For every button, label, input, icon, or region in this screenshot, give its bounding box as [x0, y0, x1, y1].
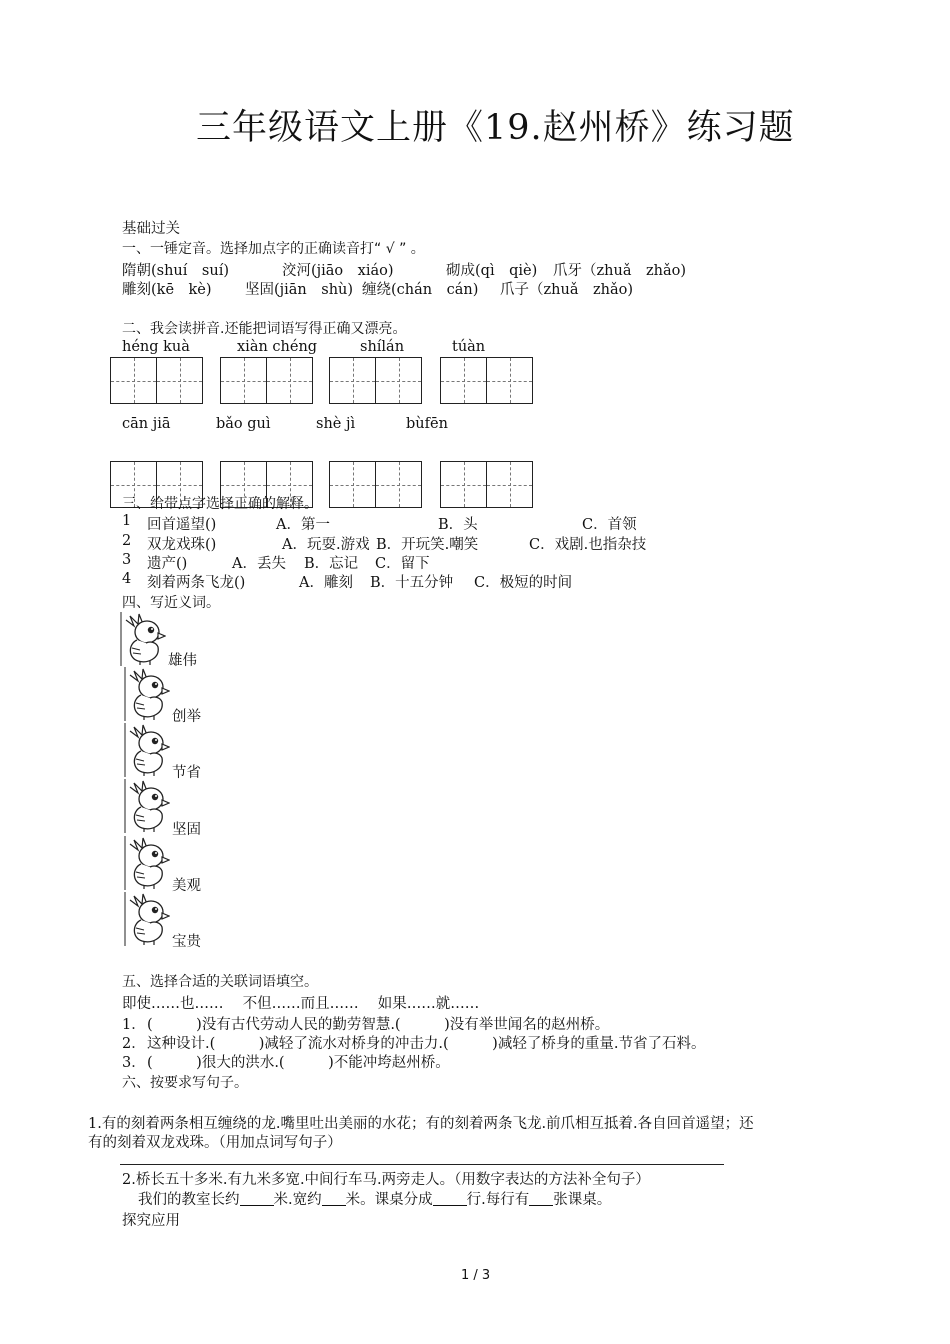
pinyin-label: héng kuà	[122, 339, 190, 355]
fill-text: 米。课桌分成	[345, 1192, 433, 1208]
synonym-word: 创举	[172, 709, 201, 725]
q1-option[interactable]: 缠绕(chán cán)	[362, 282, 479, 298]
q1-option[interactable]: 爪子（zhuǎ zhǎo)	[500, 282, 633, 298]
fill-text: 张课桌。	[553, 1192, 612, 1208]
tianzige-box[interactable]	[440, 357, 533, 404]
synonym-word: 坚固	[172, 822, 201, 838]
q1-option[interactable]: 坚固(jiān shù)	[245, 282, 354, 298]
chick-icon	[124, 836, 170, 890]
q3-item-stem: 刻着两条飞龙()	[147, 575, 246, 591]
q1-option[interactable]: 雕刻(kē kè)	[122, 282, 212, 298]
synonym-word: 美观	[172, 878, 201, 894]
fill-blank[interactable]	[240, 1191, 274, 1206]
q5-heading: 五、选择合适的关联词语填空。	[122, 974, 318, 990]
pinyin-label: bǎo guì	[216, 416, 271, 432]
q3-item-number: 3	[122, 552, 132, 568]
q6-heading: 六、按要求写句子。	[122, 1075, 248, 1091]
q3-option-a[interactable]: A．雕刻	[299, 575, 353, 591]
q6-fill-sentence	[138, 1188, 611, 1209]
q3-item-stem: 双龙戏珠()	[147, 537, 217, 553]
fill-blank[interactable]	[322, 1191, 346, 1206]
fill-blank[interactable]	[529, 1191, 553, 1206]
q3-option-c[interactable]: C．留下	[375, 556, 430, 572]
q3-item-number: 2	[122, 533, 132, 549]
q6-sentence-1-cont: 有的刻着双龙戏珠。（用加点词写句子）	[88, 1135, 342, 1151]
pinyin-label: bùfēn	[406, 416, 448, 432]
q3-item-stem: 遗产()	[147, 556, 188, 572]
fill-blank[interactable]	[433, 1191, 467, 1206]
q5-options: 即使……也…… 不但……而且…… 如果……就……	[122, 996, 480, 1012]
fill-text: 米.宽约	[273, 1192, 322, 1208]
synonym-word: 节省	[172, 765, 201, 781]
q2-heading: 二、我会读拼音.还能把词语写得正确又漂亮。	[122, 321, 407, 337]
q3-option-a[interactable]: A．丢失	[232, 556, 286, 572]
q5-item-number: 1．	[122, 1017, 146, 1033]
chick-icon	[124, 779, 170, 833]
q3-item-number: 4	[122, 571, 132, 587]
q1-heading: 一、一锤定音。选择加点字的正确读音打“ √ ” 。	[122, 241, 425, 257]
tianzige-box[interactable]	[329, 461, 422, 508]
answer-line[interactable]	[120, 1164, 724, 1165]
q3-item-number: 1	[122, 513, 132, 529]
synonym-word: 雄伟	[168, 653, 197, 669]
q6-sentence-2: 2.桥长五十多米.有九米多宽.中间行车马.两旁走人。（用数字表达的方法补全句子）	[122, 1172, 650, 1188]
q3-option-a[interactable]: A．第一	[276, 517, 330, 533]
section-apply-label: 探究应用	[122, 1213, 180, 1229]
pinyin-label: shè jì	[316, 416, 356, 432]
page-number: 1 / 3	[461, 1268, 491, 1283]
synonym-word: 宝贵	[172, 934, 201, 950]
section-basic-label: 基础过关	[122, 221, 180, 237]
tianzige-box[interactable]	[220, 357, 313, 404]
q5-item-number: 3．	[122, 1055, 146, 1071]
pinyin-label: cān jiā	[122, 416, 171, 432]
q5-item-text[interactable]: 这种设计.( )减轻了流水对桥身的冲击力.( )减轻了桥身的重量.节省了石料。	[147, 1036, 706, 1052]
q3-option-c[interactable]: C．极短的时间	[474, 575, 573, 591]
q1-option[interactable]: 隋朝(shuí suí)	[122, 263, 229, 279]
q6-sentence-1: 1.有的刻着两条相互缠绕的龙.嘴里吐出美丽的水花；有的刻着两条飞龙.前爪相互抵着.各自回首遥望；还	[88, 1116, 754, 1132]
q3-item-stem: 回首遥望()	[147, 517, 217, 533]
chick-icon	[124, 892, 170, 946]
page-title: 三年级语文上册《19.赵州桥》练习题	[196, 108, 795, 148]
q1-option[interactable]: 爪牙（zhuǎ zhǎo)	[553, 263, 686, 279]
pinyin-label: shílán	[360, 339, 405, 355]
tianzige-box[interactable]	[329, 357, 422, 404]
pinyin-label: túàn	[452, 339, 486, 355]
q3-heading: 三、给带点字选择正确的解释。	[122, 496, 318, 512]
q3-option-c[interactable]: C．首领	[582, 517, 637, 533]
tianzige-box[interactable]	[110, 357, 203, 404]
q1-option[interactable]: 洨河(jiāo xiáo)	[282, 263, 394, 279]
q5-item-text[interactable]: ( )没有古代劳动人民的勤劳智慧.( )没有举世闻名的赵州桥。	[147, 1017, 610, 1033]
chick-icon	[124, 667, 170, 721]
q3-option-b[interactable]: B．头	[438, 517, 478, 533]
q1-option[interactable]: 砌成(qì qiè)	[446, 263, 538, 279]
q3-option-b[interactable]: B．忘记	[304, 556, 359, 572]
pinyin-label: xiàn chéng	[237, 339, 318, 355]
q3-option-c[interactable]: C．戏剧.也指杂技	[529, 537, 647, 553]
q5-item-text[interactable]: ( )很大的洪水.( )不能冲垮赵州桥。	[147, 1055, 450, 1071]
q4-heading: 四、写近义词。	[122, 595, 220, 611]
tianzige-box[interactable]	[440, 461, 533, 508]
q3-option-a[interactable]: A．玩耍.游戏	[282, 537, 370, 553]
fill-text: 行.每行有	[466, 1192, 530, 1208]
q3-option-b[interactable]: B．十五分钟	[370, 575, 454, 591]
q3-option-b[interactable]: B．开玩笑.嘲笑	[376, 537, 479, 553]
q5-item-number: 2．	[122, 1036, 146, 1052]
chick-icon	[124, 723, 170, 777]
chick-icon	[120, 612, 166, 666]
fill-text: 我们的教室长约	[138, 1192, 240, 1208]
